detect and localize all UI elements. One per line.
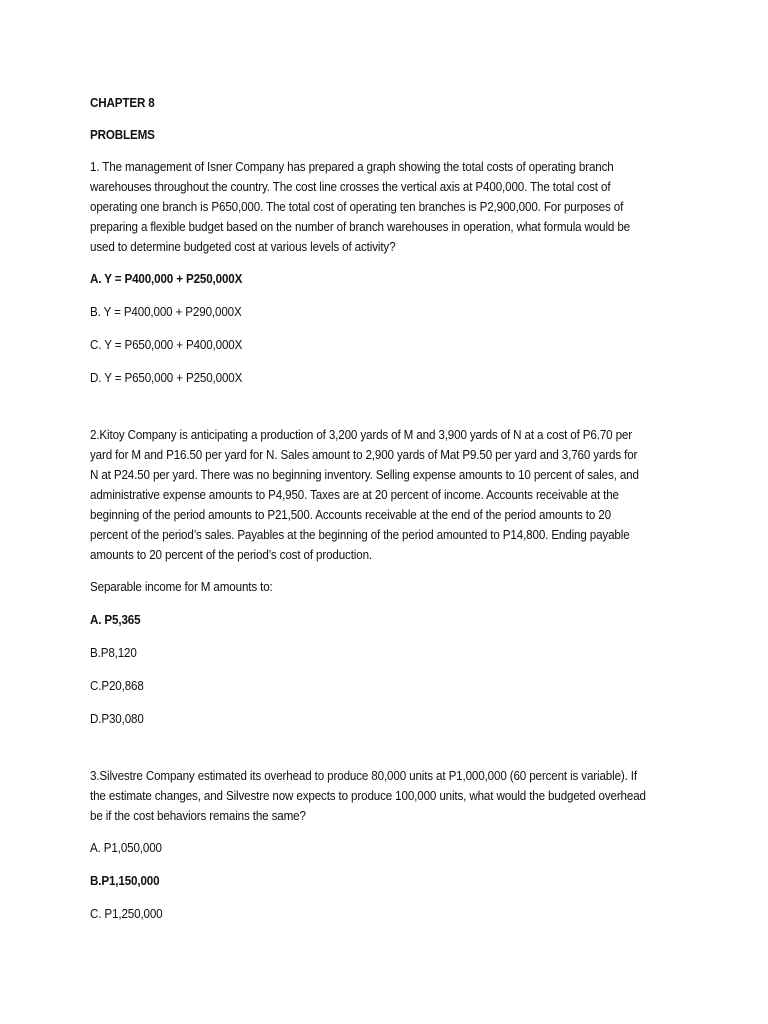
question-3-option-c: C. P1,250,000 [90, 907, 163, 921]
question-1-option-a: A. Y = P400,000 + P250,000X [90, 272, 243, 286]
question-1-option-b: B. Y = P400,000 + P290,000X [90, 305, 242, 319]
question-2-option-c: C.P20,868 [90, 679, 144, 693]
question-3-option-a: A. P1,050,000 [90, 841, 162, 855]
question-2-text: 2.Kitoy Company is anticipating a production of 3,200 yards of M and 3,900 yards of N at a cost of P6.70 per yard for M and P16.50 per yard for N. Sales amount to 2,900 yards of Mat P9.50 per yard and 3,760 yards for N at P24.50 per yard. There was no beginning inventory. Selling expense amounts to 10 percent of sales, and administrative expense amounts to P4,950. Taxes are at 20 percent of income. Accounts receivable at the beginning of the period amounts to P21,500. Accounts receivable at the end of the period amounts to 20 percent of the period’s sales. Payables at the beginning of the period amounted to P14,800. Ending payable amounts to 20 percent of the period’s cost of production. [90, 428, 639, 562]
chapter-title: CHAPTER 8 [90, 96, 155, 110]
question-1-option-d: D. Y = P650,000 + P250,000X [90, 371, 243, 385]
question-1-option-c: C. Y = P650,000 + P400,000X [90, 338, 243, 352]
question-2-prompt: Separable income for M amounts to: [90, 580, 273, 594]
question-3-option-b: B.P1,150,000 [90, 874, 160, 888]
question-2-option-d: D.P30,080 [90, 712, 144, 726]
section-title: PROBLEMS [90, 128, 155, 142]
document-page [90, 93, 648, 924]
question-2-option-b: B.P8,120 [90, 646, 137, 660]
question-1-text: 1. The management of Isner Company has prepared a graph showing the total costs of operating branch warehouses throughout the country. The cost line crosses the vertical axis at P400,000. The total cost of operating one branch is P650,000. The total cost of operating ten branches is P2,900,000. For purposes of preparing a flexible budget based on the number of branch warehouses in operation, what formula would be used to determine budgeted cost at various levels of activity? [90, 160, 630, 254]
question-2-option-a: A. P5,365 [90, 613, 141, 627]
question-3-text: 3.Silvestre Company estimated its overhead to produce 80,000 units at P1,000,000 (60 percent is variable). If the estimate changes, and Silvestre now expects to produce 100,000 units, what would the budgeted overhead be if the cost behaviors remains the same? [90, 769, 646, 823]
